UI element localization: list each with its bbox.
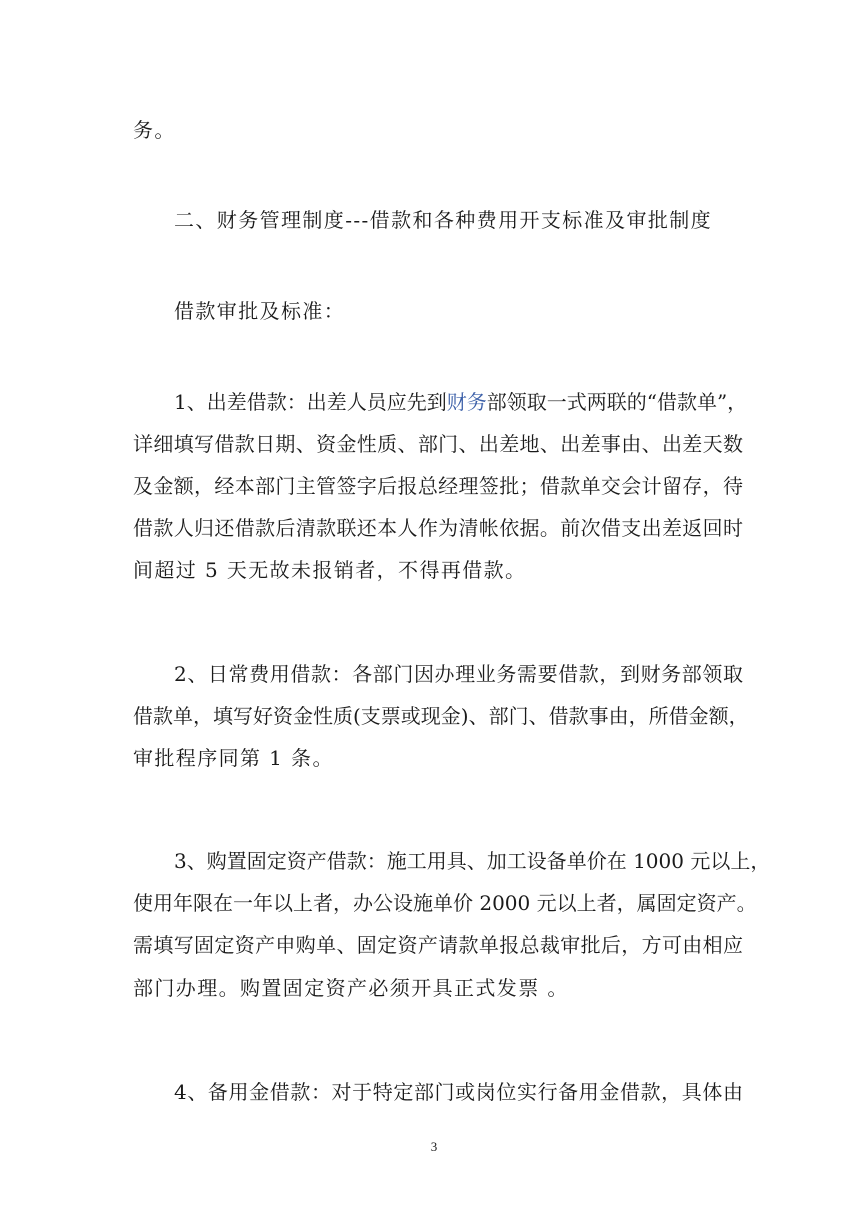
item-1-highlight: 财务	[446, 390, 487, 414]
item-3-line-4: 部门办理。购置固定资产必须开具正式发票 。	[133, 976, 569, 1000]
item-2-line-1: 2、日常费用借款：各部门因办理业务需要借款，到财务部领取	[174, 662, 743, 686]
item-4-line-1: 4、备用金借款：对于特定部门或岗位实行备用金借款，具体由	[174, 1080, 743, 1104]
item-1-line-2: 详细填写借款日期、资金性质、部门、出差地、出差事由、出差天数	[133, 432, 743, 456]
subheading: 借款审批及标准：	[174, 299, 346, 323]
continuation-text: 务。	[133, 118, 176, 142]
item-1-line-4: 借款人归还借款后清款联还本人作为清帐依据。前次借支出差返回时	[133, 516, 743, 540]
item-1-line-3: 及金额，经本部门主管签字后报总经理签批；借款单交会计留存，待	[133, 474, 743, 498]
item-3-line-2: 使用年限在一年以上者，办公设施单价 2000 元以上者，属固定资产。	[133, 891, 757, 915]
item-3-line-1: 3、购置固定资产借款：施工用具、加工设备单价在 1000 元以上，	[174, 849, 771, 873]
item-1-line-1	[174, 389, 748, 415]
item-3-line-3: 需填写固定资产申购单、固定资产请款单报总裁审批后，方可由相应	[133, 933, 743, 957]
page-number: 3	[430, 1139, 438, 1154]
item-2-line-3: 审批程序同第 1 条。	[133, 746, 334, 770]
item-2-line-2: 借款单，填写好资金性质(支票或现金)、部门、借款事由，所借金额，	[133, 704, 749, 728]
item-1-text-b: 部领取一式两联的“借款单”，	[486, 390, 748, 414]
item-1-text-a: 1、出差借款：出差人员应先到	[174, 390, 447, 414]
section-heading: 二、财务管理制度---借款和各种费用开支标准及审批制度	[174, 208, 713, 232]
item-1-line-5: 间超过 5 天无故未报销者，不得再借款。	[133, 558, 527, 582]
